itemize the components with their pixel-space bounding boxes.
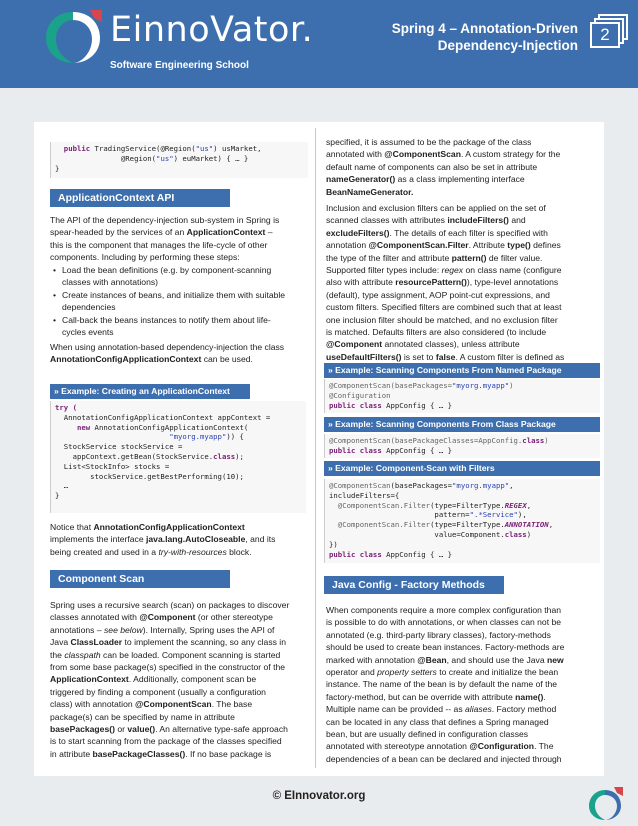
- footer-logo-icon: [586, 786, 624, 822]
- title-line-1: Spring 4 – Annotation-Driven: [391, 21, 578, 36]
- list-item: • Call-back the beans instances to notify them about life- cycles events: [50, 314, 312, 339]
- section-title-component-scan: Component Scan: [50, 570, 230, 588]
- code-line: value=Component.class): [329, 529, 532, 539]
- list-item: • Create instances of beans, and initialize them with suitable dependencies: [50, 289, 312, 314]
- code-line: pattern=".*Service"),: [329, 510, 527, 520]
- code-line: try (: [55, 403, 77, 412]
- code-line: appContext.getBean(StockService.class);: [55, 451, 244, 461]
- code-line: public TradingService(@Region("us") usMarket,: [63, 144, 262, 153]
- code-line: @ComponentScan.Filter(type=FilterType.ANNOTATION,: [337, 520, 554, 530]
- code-line: @ComponentScan(basePackages="myorg.myapp"): [329, 381, 514, 390]
- code-line: public class AppConfig { … }: [329, 549, 453, 559]
- annotation-context-paragraph: When using annotation-based dependency-injection the class AnnotationConfigApplicationContext can be used.: [50, 342, 285, 365]
- lifecycle-steps-list: [50, 264, 312, 338]
- page-title: [338, 20, 578, 54]
- code-line: stockService.getBestPerforming(10);: [55, 471, 244, 481]
- code-line: "myorg.myapp")) {: [169, 432, 244, 442]
- code-line: @Region("us") euMarket) { … }: [55, 153, 249, 163]
- autocloseable-paragraph: Notice that AnnotationConfigApplicationContext implements the interface java.lang.AutoCloseable, and its being created and used in a try-with-resources block.: [50, 522, 276, 557]
- factory-methods-paragraph: When components require a more complex configuration than is possible to do with annotations, or when classes can not be annotated (e.g. third-party library classes), factory-methods should be used to create bean instances. Factory-methods are marked with annotation @Bean, and should use the Java new operator and property setters to create and initialize the bean instance. The name of the bean is by default the name of the factory-method, but can be override with attribute name(). Multiple name can be provided -- as aliases. Factory method can be located in any class that defines a Spring managed bean, but are usually defined in configuration classes annotated with stereotype annotation @Configuration. The dependencies of a bean can be declared and injected through: [326, 605, 565, 764]
- code-line: }: [55, 163, 60, 173]
- page-number: 2: [590, 22, 620, 48]
- code-line: }: [55, 491, 60, 501]
- brand-name: EinnoVator.: [110, 10, 314, 50]
- example-named-package-title: » Example: Scanning Components From Named Package: [324, 363, 600, 378]
- section-title-applicationcontext: ApplicationContext API: [50, 189, 230, 207]
- example-filters-code: [324, 479, 600, 563]
- section-title-factory-methods: Java Config - Factory Methods: [324, 576, 504, 594]
- code-line: @ComponentScan(basePackages="myorg.myapp",: [329, 481, 514, 490]
- example-creating-context-title: » Example: Creating an ApplicationContext: [50, 384, 250, 399]
- code-line: StockService stockService =: [55, 442, 183, 452]
- title-line-2: Dependency-Injection: [437, 38, 578, 53]
- content-sheet: [34, 122, 604, 776]
- footer-copyright: © EInnovator.org: [272, 790, 366, 802]
- code-line: includeFilters={: [329, 490, 400, 500]
- code-line: List<StockInfo> stocks =: [55, 461, 170, 471]
- code-line: @ComponentScan(basePackageClasses=AppConfig.class): [329, 436, 549, 445]
- code-line: }): [329, 539, 338, 549]
- filters-paragraph: Inclusion and exclusion filters can be applied on the set of scanned classes with attributes includeFilters() and excludeFilters(). The details of each filter is specified with annotation @ComponentScan.Filter. Attribute type() defines the type of the filter and attribute pattern() de filter value. Supported filter types include: regex on class name (configure also with attribute resourcePattern()), type-level annotations (default), type assignment, AOP point-cut expressions, and custom filters. Specified filters are combined such that at least one inclusion filter should be matched, and no exclusion filter is matched. Defaults filters are also considered (to include @Component annotated classes), unless attribute useDefaultFilters() is set to false. A custom filter is defined as: [326, 203, 565, 362]
- code-line: …: [55, 481, 69, 491]
- brand-tagline: Software Engineering School: [110, 60, 249, 71]
- column-divider: [315, 128, 316, 768]
- code-line: @ComponentScan.Filter(type=FilterType.REGEX,: [337, 500, 532, 510]
- code-line: new AnnotationConfigApplicationContext(: [76, 422, 249, 432]
- code-line: AnnotationConfigApplicationContext appContext =: [55, 412, 271, 422]
- example-filters-title: » Example: Component-Scan with Filters: [324, 461, 600, 476]
- code-line: @Configuration: [329, 390, 391, 400]
- component-scan-paragraph: Spring uses a recursive search (scan) on packages to discover classes annotated with @Component (or other stereotype annotations – see below). Internally, Spring uses the API of Java ClassLoader to implement the scanning, so any class in the classpath can be loaded. Component scanning is started from some base package(s) specified in the constructor of the ApplicationContext. Additionally, component scan be triggered by finding a component (usually a configuration class) with annotation @ComponentScan. The base package(s) can be specified by name in attribute basePackages() or value(). An alternative type-safe approach is to start scanning from the package of the classes specified in attribute basePackageClasses(). If no base package is: [50, 600, 290, 759]
- example-class-package-code: [324, 434, 600, 458]
- applicationcontext-paragraph: The API of the dependency-injection sub-system in Spring is spear-headed by the services of an ApplicationContext – this is the component that manages the life-cycle of other components. Including by performing these steps:: [50, 215, 280, 263]
- list-item: • Load the bean definitions (e.g. by component-scanning classes with annotations): [50, 264, 312, 289]
- constructor-code-block: [50, 142, 308, 178]
- page-number-badge: [586, 14, 632, 52]
- einnovator-logo-icon: [42, 8, 104, 66]
- base-package-paragraph: specified, it is assumed to be the package of the class annotated with @ComponentScan. A custom strategy for the default name of components can also be set in attribute nameGenerator() as a class implementing interface BeanNameGenerator.: [326, 137, 561, 197]
- page-header: [0, 0, 638, 88]
- example-class-package-title: » Example: Scanning Components From Class Package: [324, 417, 600, 432]
- example-creating-context-code: [50, 401, 306, 513]
- code-line: public class AppConfig { … }: [329, 400, 453, 410]
- example-named-package-code: [324, 379, 600, 413]
- code-line: public class AppConfig { … }: [329, 445, 453, 455]
